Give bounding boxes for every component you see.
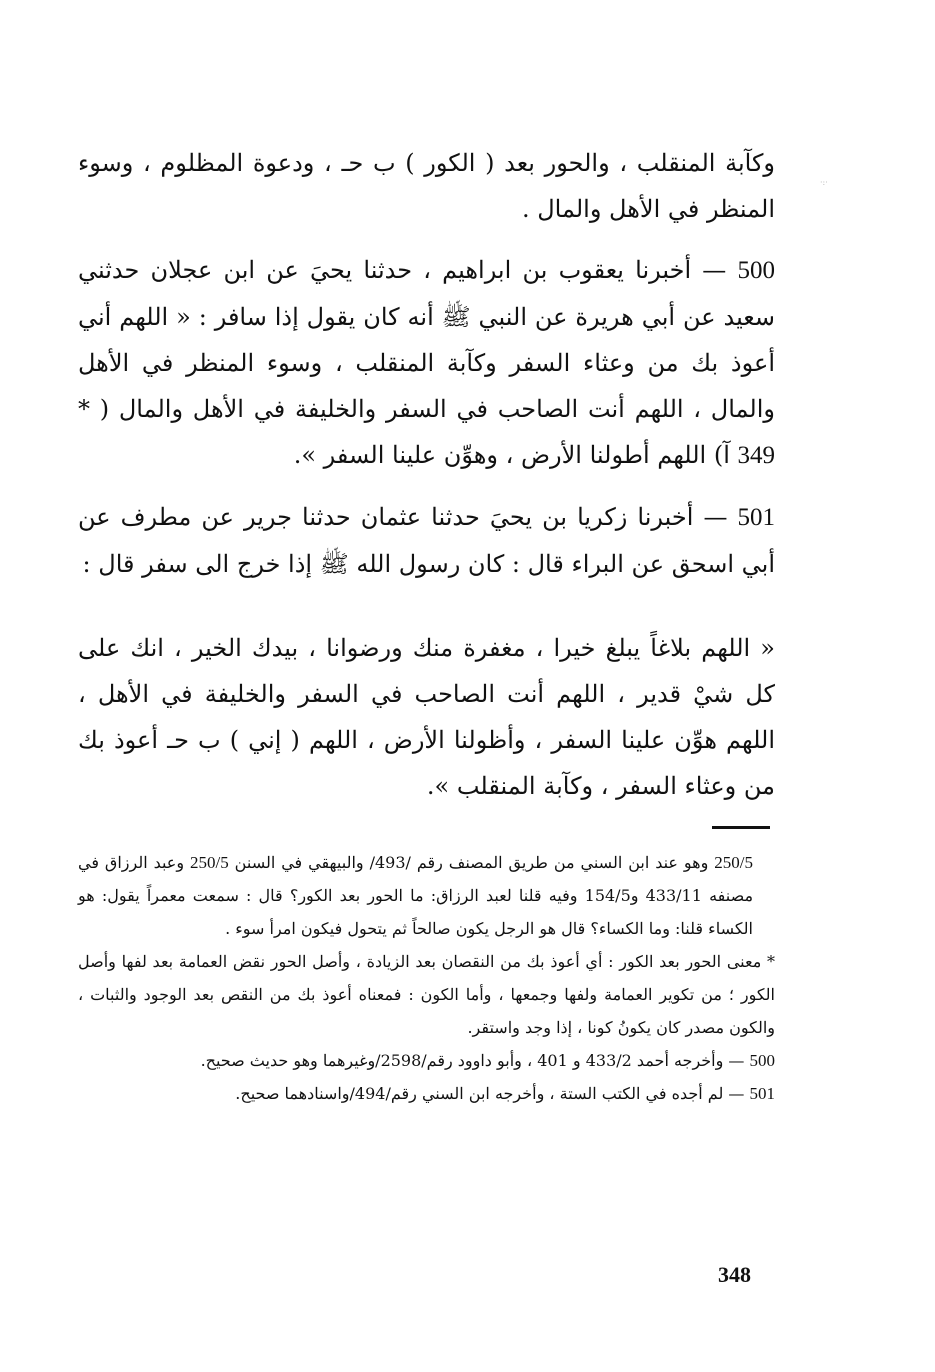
footnote-definition: * معنى الحور بعد الكور : أي أعوذ بك من النقصان بعد الزيادة ، وأصل الحور نقض العمامة بعد لفها وأصل الكور ؛ من تكوير العمامة ولفها وجمعها ، وأما الكون : فمعناه أعوذ بك من النقص بعد الوجود والثبات ، والكون مصدر كان يكونُ كونا ، إذا وجد واستقر. [78, 952, 775, 1037]
hadith-501-paragraph [78, 494, 775, 587]
footnote-ref: 250/5 [190, 853, 229, 872]
footnote-number: 501 [749, 1084, 775, 1103]
hadith-text: — أخبرنا زكريا بن يحيَ حدثنا عثمان حدثنا جرير عن مطرف عن أبي اسحق عن البراء قال : كان رسول الله ﷺ إذا خرج الى سفر قال : [78, 503, 775, 578]
hadith-text-end: آ) اللهم أطولنا الأرض ، وهوِّن علينا السفر ». [293, 441, 738, 469]
dua-paragraph: « اللهم بلاغاً يبلغ خيرا ، مغفرة منك ورضوانا ، بيدك الخير ، انك على كل شيْ قدير ، اللهم أنت الصاحب في السفر والخليفة في الأهل ، اللهم هوِّن علينا السفر ، وأظولنا الأرض ، اللهم ( إني ) ب حـ أعوذ بك من وعثاء السفر ، وكآبة المنقلب ». [78, 634, 776, 800]
footnotes [78, 846, 775, 1110]
footnote-ref: 250/5 [714, 853, 753, 872]
footnote-501 [78, 1077, 775, 1110]
footnote-500 [78, 1044, 775, 1077]
footnote-text: وهو عند ابن السني من طريق المصنف رقم /493/ والبيهقي في السنن [228, 853, 715, 872]
footnote-text: — لم أجده في الكتب الستة ، وأخرجه ابن السني رقم/494/واسنادهما صحيح. [235, 1084, 750, 1103]
continuation-paragraph: وكآبة المنقلب ، والحور بعد ( الكور ) ب حـ ، ودعوة المظلوم ، وسوء المنظر في الأهل والمال . [78, 149, 775, 223]
scan-speck: ·:· [820, 178, 828, 187]
hadith-500-paragraph [78, 247, 775, 479]
footnote-separator [712, 826, 770, 829]
footnote-number: 500 [749, 1051, 775, 1070]
hadith-number: 501 [737, 504, 775, 531]
folio-marker: 349 [737, 442, 775, 469]
footnote-sources [78, 846, 775, 945]
page-number: 348 [718, 1262, 751, 1287]
footnote-text: — وأخرجه أحمد 433/2 و 401 ، وأبو داوود رقم/2598/وغيرهما وهو حديث صحيح. [200, 1051, 750, 1070]
footnote-text: وعبد الرزاق في مصنفه 433/11 و154/5 وفيه قلنا لعبد الرزاق: ما الحور بعد الكور؟ قال : سمعت معمراً يقول: هو الكساء قلنا: وما الكساء؟ قال هو الرجل يكون صالحاً ثم يتحول فيكون امرأ سوء . [78, 853, 754, 938]
hadith-number: 500 [737, 257, 775, 284]
hadith-text: — أخبرنا يعقوب بن ابراهيم ، حدثنا يحيَ عن ابن عجلان حدثني سعيد عن أبي هريرة عن النبي ﷺ أنه كان يقول إذا سافر : « اللهم أني أعوذ بك من وعثاء السفر وكآبة المنقلب ، وسوء المنظر في الأهل والمال ، اللهم أنت الصاحب في السفر والخليفة في الأهل والمال ( * [78, 256, 775, 423]
